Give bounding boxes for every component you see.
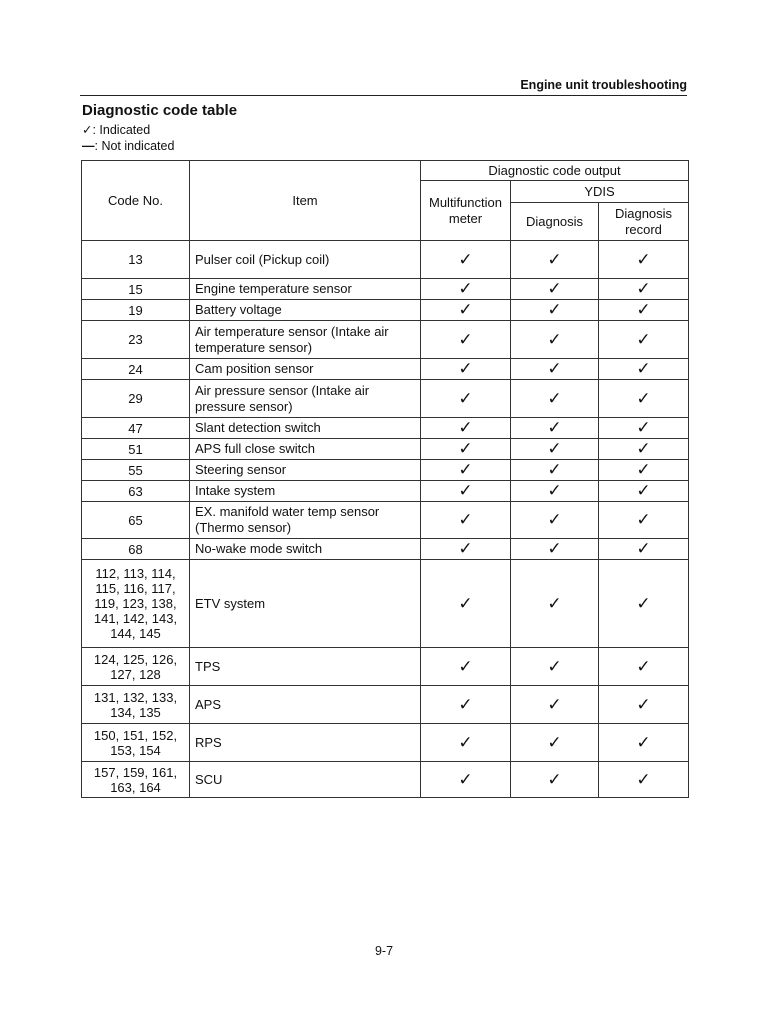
record-check-icon: ✓ bbox=[599, 380, 689, 418]
page-number: 9-7 bbox=[374, 944, 394, 958]
meter-check-icon: ✓ bbox=[421, 481, 511, 502]
table-row bbox=[82, 460, 689, 481]
table-row bbox=[82, 380, 689, 418]
legend-text: : Indicated bbox=[92, 123, 151, 137]
meter-check-icon: ✓ bbox=[421, 418, 511, 439]
record-check-icon: ✓ bbox=[599, 481, 689, 502]
code-cell: 68 bbox=[82, 539, 190, 560]
header-item: Item bbox=[190, 161, 421, 241]
record-check-icon: ✓ bbox=[599, 321, 689, 359]
running-header bbox=[80, 77, 687, 96]
diagnosis-check-icon: ✓ bbox=[511, 648, 599, 686]
header-ydis: YDIS bbox=[511, 181, 689, 203]
meter-check-icon: ✓ bbox=[421, 300, 511, 321]
header-output: Diagnostic code output bbox=[421, 161, 689, 181]
code-cell: 15 bbox=[82, 279, 190, 300]
table-row bbox=[82, 418, 689, 439]
code-cell: 157, 159, 161, 163, 164 bbox=[82, 762, 190, 798]
header-code-no: Code No. bbox=[82, 161, 190, 241]
diagnosis-check-icon: ✓ bbox=[511, 724, 599, 762]
record-check-icon: ✓ bbox=[599, 418, 689, 439]
item-cell: RPS bbox=[190, 724, 421, 762]
diagnosis-check-icon: ✓ bbox=[511, 300, 599, 321]
code-cell: 19 bbox=[82, 300, 190, 321]
record-check-icon: ✓ bbox=[599, 359, 689, 380]
code-cell: 55 bbox=[82, 460, 190, 481]
meter-check-icon: ✓ bbox=[421, 724, 511, 762]
item-cell: Battery voltage bbox=[190, 300, 421, 321]
record-check-icon: ✓ bbox=[599, 539, 689, 560]
meter-check-icon: ✓ bbox=[421, 460, 511, 481]
page-title: Diagnostic code table bbox=[82, 102, 238, 119]
item-cell: Pulser coil (Pickup coil) bbox=[190, 241, 421, 279]
table-row bbox=[82, 439, 689, 460]
legend-indicated bbox=[82, 122, 150, 137]
meter-check-icon: ✓ bbox=[421, 648, 511, 686]
diagnosis-check-icon: ✓ bbox=[511, 241, 599, 279]
meter-check-icon: ✓ bbox=[421, 560, 511, 648]
table-row bbox=[82, 724, 689, 762]
meter-check-icon: ✓ bbox=[421, 439, 511, 460]
meter-check-icon: ✓ bbox=[421, 321, 511, 359]
meter-check-icon: ✓ bbox=[421, 686, 511, 724]
item-cell: Steering sensor bbox=[190, 460, 421, 481]
diagnosis-check-icon: ✓ bbox=[511, 321, 599, 359]
code-cell: 51 bbox=[82, 439, 190, 460]
record-check-icon: ✓ bbox=[599, 460, 689, 481]
item-cell: No-wake mode switch bbox=[190, 539, 421, 560]
code-cell: 47 bbox=[82, 418, 190, 439]
diagnostic-code-table bbox=[81, 160, 689, 798]
meter-check-icon: ✓ bbox=[421, 380, 511, 418]
record-check-icon: ✓ bbox=[599, 300, 689, 321]
item-cell: Air temperature sensor (Intake air temperature sensor) bbox=[190, 321, 421, 359]
table-row bbox=[82, 321, 689, 359]
code-cell: 24 bbox=[82, 359, 190, 380]
record-check-icon: ✓ bbox=[599, 648, 689, 686]
item-cell: Intake system bbox=[190, 481, 421, 502]
item-cell: APS full close switch bbox=[190, 439, 421, 460]
diagnosis-check-icon: ✓ bbox=[511, 686, 599, 724]
table-row bbox=[82, 762, 689, 798]
table-row bbox=[82, 539, 689, 560]
meter-check-icon: ✓ bbox=[421, 762, 511, 798]
header-multifunction-meter: Multifunction meter bbox=[421, 181, 511, 241]
item-cell: Slant detection switch bbox=[190, 418, 421, 439]
section-title: Engine unit troubleshooting bbox=[520, 78, 687, 92]
item-cell: EX. manifold water temp sensor (Thermo sensor) bbox=[190, 502, 421, 539]
code-cell: 29 bbox=[82, 380, 190, 418]
diagnosis-check-icon: ✓ bbox=[511, 418, 599, 439]
table-row bbox=[82, 648, 689, 686]
legend-text: : Not indicated bbox=[94, 139, 175, 153]
item-cell: APS bbox=[190, 686, 421, 724]
table-row bbox=[82, 241, 689, 279]
record-check-icon: ✓ bbox=[599, 686, 689, 724]
header-diagnosis: Diagnosis bbox=[511, 203, 599, 241]
meter-check-icon: ✓ bbox=[421, 539, 511, 560]
table-row bbox=[82, 359, 689, 380]
diagnosis-check-icon: ✓ bbox=[511, 481, 599, 502]
header-diagnosis-record: Diagnosis record bbox=[599, 203, 689, 241]
code-cell: 112, 113, 114, 115, 116, 117, 119, 123, 138, 141, 142, 143, 144, 145 bbox=[82, 560, 190, 648]
record-check-icon: ✓ bbox=[599, 279, 689, 300]
diagnosis-check-icon: ✓ bbox=[511, 539, 599, 560]
item-cell: ETV system bbox=[190, 560, 421, 648]
diagnosis-check-icon: ✓ bbox=[511, 359, 599, 380]
record-check-icon: ✓ bbox=[599, 439, 689, 460]
item-cell: Air pressure sensor (Intake air pressure sensor) bbox=[190, 380, 421, 418]
diagnosis-check-icon: ✓ bbox=[511, 279, 599, 300]
diagnosis-check-icon: ✓ bbox=[511, 439, 599, 460]
diagnosis-check-icon: ✓ bbox=[511, 460, 599, 481]
meter-check-icon: ✓ bbox=[421, 502, 511, 539]
record-check-icon: ✓ bbox=[599, 560, 689, 648]
item-cell: TPS bbox=[190, 648, 421, 686]
table-row bbox=[82, 300, 689, 321]
diagnosis-check-icon: ✓ bbox=[511, 560, 599, 648]
code-cell: 63 bbox=[82, 481, 190, 502]
item-cell: Engine temperature sensor bbox=[190, 279, 421, 300]
check-icon: ✓ bbox=[82, 123, 93, 137]
table-row bbox=[82, 686, 689, 724]
code-cell: 65 bbox=[82, 502, 190, 539]
table-row bbox=[82, 560, 689, 648]
item-cell: Cam position sensor bbox=[190, 359, 421, 380]
diagnosis-check-icon: ✓ bbox=[511, 380, 599, 418]
table-row bbox=[82, 481, 689, 502]
meter-check-icon: ✓ bbox=[421, 279, 511, 300]
record-check-icon: ✓ bbox=[599, 762, 689, 798]
diagnosis-check-icon: ✓ bbox=[511, 762, 599, 798]
record-check-icon: ✓ bbox=[599, 241, 689, 279]
record-check-icon: ✓ bbox=[599, 502, 689, 539]
code-cell: 124, 125, 126, 127, 128 bbox=[82, 648, 190, 686]
dash-icon: — bbox=[82, 139, 95, 153]
code-cell: 13 bbox=[82, 241, 190, 279]
code-cell: 131, 132, 133, 134, 135 bbox=[82, 686, 190, 724]
meter-check-icon: ✓ bbox=[421, 241, 511, 279]
legend-not-indicated bbox=[82, 139, 174, 153]
table-row bbox=[82, 502, 689, 539]
item-cell: SCU bbox=[190, 762, 421, 798]
diagnosis-check-icon: ✓ bbox=[511, 502, 599, 539]
meter-check-icon: ✓ bbox=[421, 359, 511, 380]
code-cell: 150, 151, 152, 153, 154 bbox=[82, 724, 190, 762]
table-row bbox=[82, 279, 689, 300]
code-cell: 23 bbox=[82, 321, 190, 359]
record-check-icon: ✓ bbox=[599, 724, 689, 762]
